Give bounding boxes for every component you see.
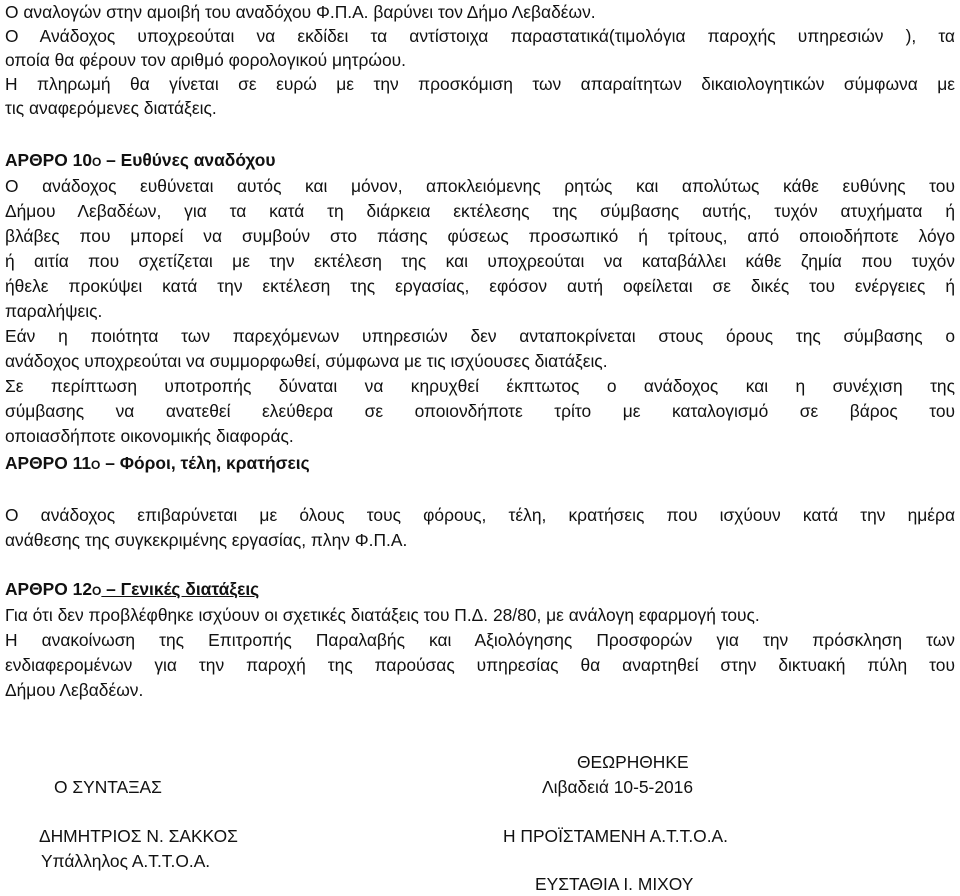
article-10-number: ΑΡΘΡΟ 10 xyxy=(5,150,92,170)
article-10-heading xyxy=(5,148,275,172)
article-10-line: ανάδοχος υποχρεούται να συμμορφωθεί, σύμφωνα με τις ισχύουσες διατάξεις. xyxy=(5,351,608,371)
article-11-heading xyxy=(5,451,310,475)
article-12-title: – Γενικές διατάξεις xyxy=(101,579,260,599)
intro-line: Η πληρωμή θα γίνεται σε ευρώ με την προσκόμιση των απαραίτητων δικαιολογητικών σύμφωνα με xyxy=(5,74,955,94)
article-12-line: Δήμου Λεβαδέων. xyxy=(5,680,144,700)
author-name: ΔΗΜΗΤΡΙΟΣ Ν. ΣΑΚΚΟΣ xyxy=(39,826,238,846)
article-11-number: ΑΡΘΡΟ 11 xyxy=(5,453,92,473)
article-10-line: Ο ανάδοχος ευθύνεται αυτός και μόνον, αποκλειόμενης ρητώς και απολύτως κάθε ευθύνης του xyxy=(5,176,955,196)
article-12-heading xyxy=(5,577,259,601)
article-11-line: ανάθεσης της συγκεκριμένης εργασίας, πλην Φ.Π.Α. xyxy=(5,530,408,550)
article-10-line: Σε περίπτωση υποτροπής δύναται να κηρυχθεί έκπτωτος ο ανάδοχος και η συνέχιση της xyxy=(5,376,955,396)
article-10-line: Εάν η ποιότητα των παρεχόμενων υπηρεσιών δεν ανταποκρίνεται στους όρους της σύμβασης ο xyxy=(5,326,955,346)
author-title: Υπάλληλος Α.Τ.Τ.Ο.Α. xyxy=(41,851,211,871)
place-date: Λιβαδειά 10-5-2016 xyxy=(542,777,694,797)
article-12-line: Η ανακοίνωση της Επιτροπής Παραλαβής και Αξιολόγησης Προσφορών για την πρόσκληση των xyxy=(5,630,955,650)
article-10-line: παραλήψεις. xyxy=(5,301,103,321)
article-12-line: Για ότι δεν προβλέφθηκε ισχύουν οι σχετικές διατάξεις του Π.Δ. 28/80, με ανάλογη εφαρμογή τους. xyxy=(5,605,760,625)
article-10-ordinal: Ο xyxy=(92,155,102,169)
intro-line: Ο Ανάδοχος υποχρεούται να εκδίδει τα αντίστοιχα παραστατικά(τιμολόγια παροχής υπηρεσιών ), τα xyxy=(5,26,955,46)
article-10-line: σύμβασης να ανατεθεί ελεύθερα σε οποιονδήποτε τρίτο με καταλογισμό σε βάρος του xyxy=(5,401,955,421)
intro-line: οποία θα φέρουν τον αριθμό φορολογικού μητρώου. xyxy=(5,50,407,70)
approved-heading: ΘΕΩΡΗΘΗΚΕ xyxy=(577,752,689,772)
author-role: Ο ΣΥΝΤΑΞΑΣ xyxy=(54,777,162,797)
article-11-ordinal: Ο xyxy=(91,458,101,472)
article-10-title: – Ευθύνες αναδόχου xyxy=(101,150,276,170)
supervisor-role: Η ΠΡΟΪΣΤΑΜΕΝΗ Α.Τ.Τ.Ο.Α. xyxy=(503,826,728,846)
article-11-line: Ο ανάδοχος επιβαρύνεται με όλους τους φόρους, τέλη, κρατήσεις που ισχύουν κατά την ημέρα xyxy=(5,505,955,525)
supervisor-name: ΕΥΣΤΑΘΙΑ Ι. ΜΙΧΟΥ xyxy=(535,874,694,894)
article-10-line: βλάβες που μπορεί να συμβούν στο πάσης φύσεως προσωπικό ή τρίτους, από οποιοδήποτε λόγο xyxy=(5,226,955,246)
article-12-line: ενδιαφερομένων για την παροχή της παρούσας υπηρεσίας θα αναρτηθεί στην δικτυακή πύλη του xyxy=(5,655,955,675)
article-10-line: ήθελε προκύψει κατά την εκτέλεση της εργασίας, εφόσον αυτή οφείλεται σε δικές του ενέργειες ή xyxy=(5,276,955,296)
article-10-line: ή αιτία που σχετίζεται με την εκτέλεση της και υποχρεούται να καταβάλλει κάθε ζημία που τυχόν xyxy=(5,251,955,271)
article-10-line: οποιασδήποτε οικονομικής διαφοράς. xyxy=(5,426,294,446)
article-10-line: Δήμου Λεβαδέων, για τα κατά τη διάρκεια εκτέλεσης της σύμβασης αυτής, τυχόν ατυχήματα ή xyxy=(5,201,955,221)
article-11-title: – Φόροι, τέλη, κρατήσεις xyxy=(100,453,310,473)
intro-line: τις αναφερόμενες διατάξεις. xyxy=(5,98,217,118)
intro-line: Ο αναλογών στην αμοιβή του αναδόχου Φ.Π.Α. βαρύνει τον Δήμο Λεβαδέων. xyxy=(5,2,596,22)
article-12-ordinal: Ο xyxy=(92,584,102,598)
article-12-number: ΑΡΘΡΟ 12 xyxy=(5,579,92,599)
